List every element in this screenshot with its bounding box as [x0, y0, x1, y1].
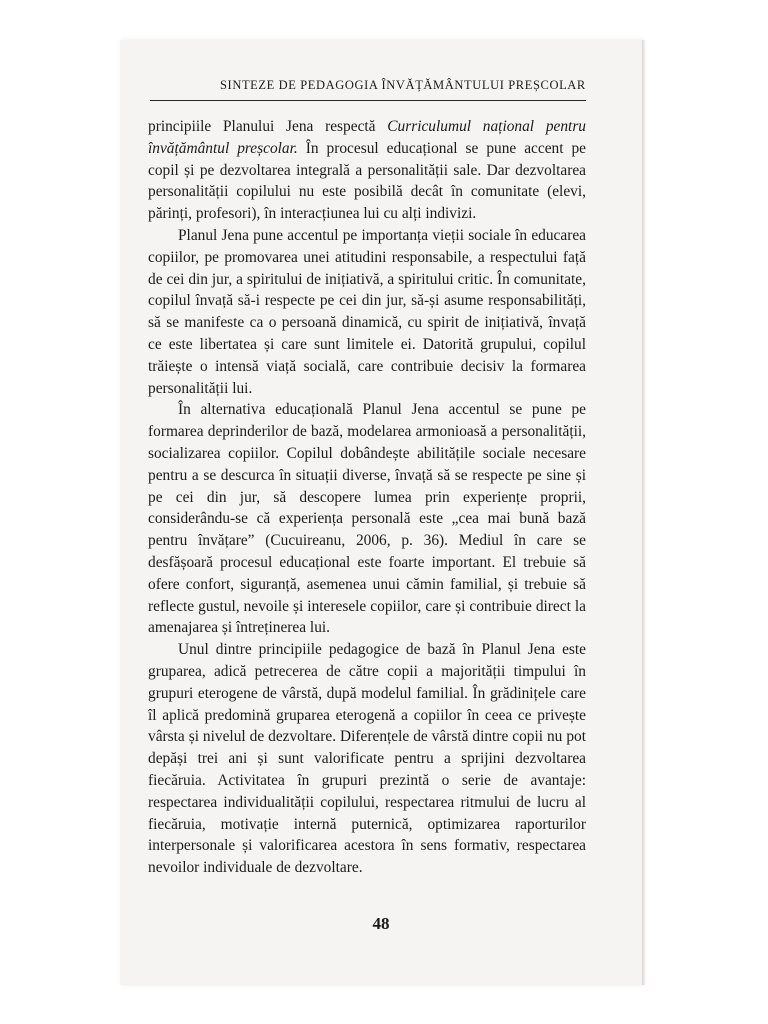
- paragraph-1-text-start: principiile Planului Jena respectă: [148, 118, 388, 135]
- paragraph-4: Unul dintre principiile pedagogice de bază în Planul Jena este gruparea, adică petrecerea de către copii a majorității timpului în grupuri eterogene de vârstă, după modelul familial. În grădinițele care îl aplică predomină gruparea eterogenă a copiilor în ceea ce privește vârsta și nivelul de dezvoltare. Diferențele de vârstă dintre copii nu pot depăși trei ani și sunt valorificate pentru a sprijini dezvoltarea fiecăruia. Activitatea în grupuri prezintă o serie de avantaje: respectarea individualității copilului, respectarea ritmului de lucru al fiecăruia, motivație internă puternică, optimizarea raporturilor interpersonale și valorificarea acestora în sens formativ, respectarea nevoilor individuale de dezvoltare.: [148, 641, 586, 877]
- running-head: SINTEZE DE PEDAGOGIA ÎNVĂȚĂMÂNTULUI PREȘCOLAR: [220, 78, 586, 92]
- header-rule: [150, 100, 586, 101]
- page-edge: [642, 40, 646, 985]
- paragraph-1: [148, 116, 586, 225]
- paragraph-1-text-end: În procesul educațional se pune accent pe copil și pe dezvoltarea integrală a personalității sale. Dar dezvoltarea personalității copilului nu este posibilă decât în comunitate (elevi, părinți, profesori), în interacțiunea lui cu alți indivizi.: [148, 139, 586, 223]
- paragraph-3: În alternativa educațională Planul Jena accentul se pune pe formarea deprinderilor de bază, modelarea armonioasă a personalității, socializarea copiilor. Copilul dobândește abilitățile sociale necesare pentru a se descurca în situații diverse, învață să se respecte pe sine și pe cei din jur, să descopere lumea prin experiențe proprii, considerându-se că experiența personală este „cea mai bună bază pentru învățare” (Cucuireanu, 2006, p. 36). Mediul în care se desfășoară procesul educațional este foarte important. El trebuie să ofere confort, siguranță, asemenea unui cămin familial, și trebuie să reflecte gustul, nevoile și interesele copiilor, care și contribuie direct la amenajarea și întreținerea lui.: [148, 401, 586, 637]
- book-page: [120, 40, 642, 985]
- page-number: 48: [372, 914, 390, 933]
- body-text: [148, 116, 586, 879]
- paragraph-2: Planul Jena pune accentul pe importanța vieții sociale în educarea copiilor, pe promovarea unei atitudini responsabile, a respectului față de cei din jur, a spiritului de inițiativă, a spiritului critic. În comunitate, copilul învață să-i respecte pe cei din jur, să-și asume responsabilități, să se manifeste ca o persoană dinamică, cu spirit de inițiativă, învață ce este libertatea și care sunt limitele ei. Datorită grupului, copilul trăiește o intensă viață socială, care contribuie decisiv la formarea personalității lui.: [148, 226, 586, 397]
- curriculum-title: Curriculumul național pentru învățământul preșcolar.: [148, 118, 586, 157]
